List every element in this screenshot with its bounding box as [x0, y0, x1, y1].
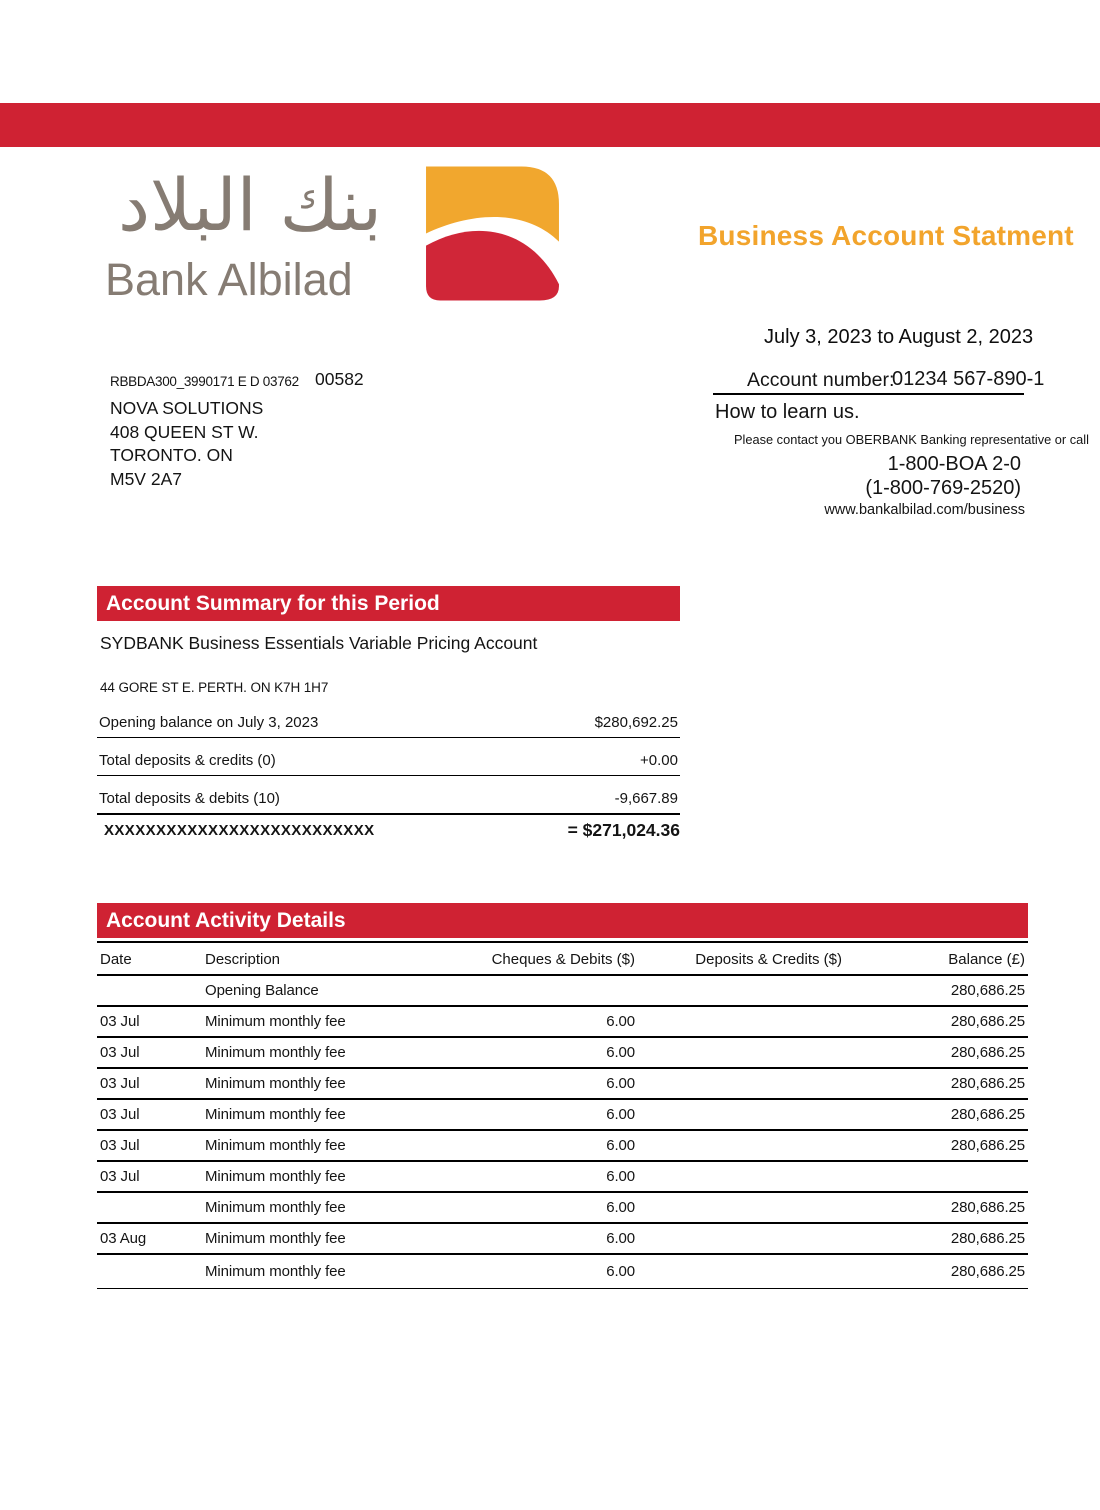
- summary-row-label: Opening balance on July 3, 2023: [99, 714, 319, 731]
- description-cell: Minimum monthly fee: [205, 1106, 346, 1123]
- date-cell: 03 Aug: [100, 1230, 147, 1247]
- summary-row-value: $280,692.25: [594, 714, 678, 731]
- statement-period: July 3, 2023 to August 2, 2023: [764, 326, 1034, 348]
- activity-row: [97, 1069, 1028, 1100]
- account-number-underline: [713, 393, 1024, 395]
- col-header-debits: Cheques & Debits ($): [491, 950, 635, 968]
- activity-rows: [97, 976, 1028, 1289]
- description-cell: Minimum monthly fee: [205, 1263, 346, 1280]
- date-cell: 03 Jul: [100, 1137, 140, 1154]
- col-header-credits: Deposits & Credits ($): [695, 950, 842, 968]
- summary-row: [97, 700, 680, 738]
- recipient-city: TORONTO. ON: [110, 445, 233, 465]
- debits-cell: 6.00: [606, 1168, 635, 1185]
- description-cell: Opening Balance: [205, 982, 319, 999]
- description-cell: Minimum monthly fee: [205, 1137, 346, 1154]
- debits-cell: 6.00: [606, 1075, 635, 1092]
- debits-cell: 6.00: [606, 1263, 635, 1280]
- summary-row-value: -9,667.89: [614, 790, 678, 807]
- phone-primary: 1-800-BOA 2-0: [887, 453, 1021, 475]
- activity-row: [97, 1131, 1028, 1162]
- activity-table: [97, 941, 1028, 1289]
- date-cell: 03 Jul: [100, 1075, 140, 1092]
- date-cell: 03 Jul: [100, 1044, 140, 1061]
- account-number-value: 01234 567-890-1: [892, 368, 1045, 390]
- description-cell: Minimum monthly fee: [205, 1044, 346, 1061]
- summary-row: [97, 738, 680, 776]
- activity-row: [97, 976, 1028, 1007]
- balance-cell: 280,686.25: [950, 1075, 1025, 1092]
- balance-cell: 280,686.25: [950, 1044, 1025, 1061]
- col-header-balance: Balance (£): [948, 950, 1025, 968]
- closing-balance-value: = $271,024.36: [567, 820, 680, 840]
- date-cell: 03 Jul: [100, 1106, 140, 1123]
- balance-cell: 280,686.25: [950, 1263, 1025, 1280]
- description-cell: Minimum monthly fee: [205, 1199, 346, 1216]
- activity-header-row: [97, 944, 1028, 976]
- statement-title: Business Account Statment: [698, 220, 1074, 251]
- recipient-address: [110, 397, 263, 491]
- website-url: www.bankalbilad.com/business: [824, 502, 1025, 518]
- recipient-street: 408 QUEEN ST W.: [110, 421, 259, 442]
- account-number-label: Account number:: [747, 369, 895, 391]
- summary-row-label: Total deposits & credits (0): [99, 752, 276, 769]
- bank-arabic-logo: بنك البلاد: [117, 163, 383, 247]
- activity-row: [97, 1100, 1028, 1131]
- product-name: SYDBANK Business Essentials Variable Pricing Account: [100, 633, 538, 653]
- summary-row-label: Total deposits & debits (10): [99, 790, 280, 807]
- balance-cell: 280,686.25: [950, 1137, 1025, 1154]
- balance-cell: 280,686.25: [950, 1199, 1025, 1216]
- date-cell: 03 Jul: [100, 1168, 140, 1185]
- statement-mail-code: 00582: [315, 369, 364, 389]
- summary-closing-row: [97, 820, 680, 841]
- summary-row: [97, 776, 680, 815]
- col-header-date: Date: [100, 950, 132, 968]
- statement-ref-code: RBBDA300_3990171 E D 03762: [110, 374, 299, 389]
- contact-heading: How to learn us.: [715, 401, 860, 423]
- recipient-postal: M5V 2A7: [110, 468, 182, 489]
- summary-section-title: Account Summary for this Period: [97, 586, 680, 621]
- bank-logo-icon: [424, 166, 561, 301]
- col-header-description: Description: [205, 950, 281, 968]
- balance-cell: 280,686.25: [950, 982, 1025, 999]
- recipient-name: NOVA SOLUTIONS: [110, 398, 264, 418]
- description-cell: Minimum monthly fee: [205, 1230, 346, 1247]
- description-cell: Minimum monthly fee: [205, 1075, 346, 1092]
- activity-row: [97, 1193, 1028, 1224]
- activity-row: [97, 1162, 1028, 1193]
- masked-account-number: XXXXXXXXXXXXXXXXXXXXXXXXXX: [104, 822, 375, 839]
- activity-section-title: Account Activity Details: [97, 903, 1028, 938]
- debits-cell: 6.00: [606, 1199, 635, 1216]
- date-cell: 03 Jul: [100, 1013, 140, 1030]
- phone-secondary: (1-800-769-2520): [865, 477, 1021, 499]
- description-cell: Minimum monthly fee: [205, 1168, 346, 1185]
- summary-table: [97, 700, 680, 815]
- description-cell: Minimum monthly fee: [205, 1013, 346, 1030]
- branch-address: 44 GORE ST E. PERTH. ON K7H 1H7: [100, 680, 329, 695]
- balance-cell: 280,686.25: [950, 1230, 1025, 1247]
- balance-cell: 280,686.25: [950, 1013, 1025, 1030]
- debits-cell: 6.00: [606, 1013, 635, 1030]
- debits-cell: 6.00: [606, 1137, 635, 1154]
- activity-row: [97, 1255, 1028, 1289]
- activity-row: [97, 1038, 1028, 1069]
- activity-row: [97, 1007, 1028, 1038]
- summary-row-value: +0.00: [640, 752, 678, 769]
- balance-cell: 280,686.25: [950, 1106, 1025, 1123]
- bank-wordmark: Bank Albilad: [105, 254, 353, 305]
- activity-row: [97, 1224, 1028, 1255]
- debits-cell: 6.00: [606, 1106, 635, 1123]
- debits-cell: 6.00: [606, 1044, 635, 1061]
- contact-note: Please contact you OBERBANK Banking representative or call: [734, 432, 1089, 447]
- debits-cell: 6.00: [606, 1230, 635, 1247]
- top-red-bar: [0, 103, 1100, 147]
